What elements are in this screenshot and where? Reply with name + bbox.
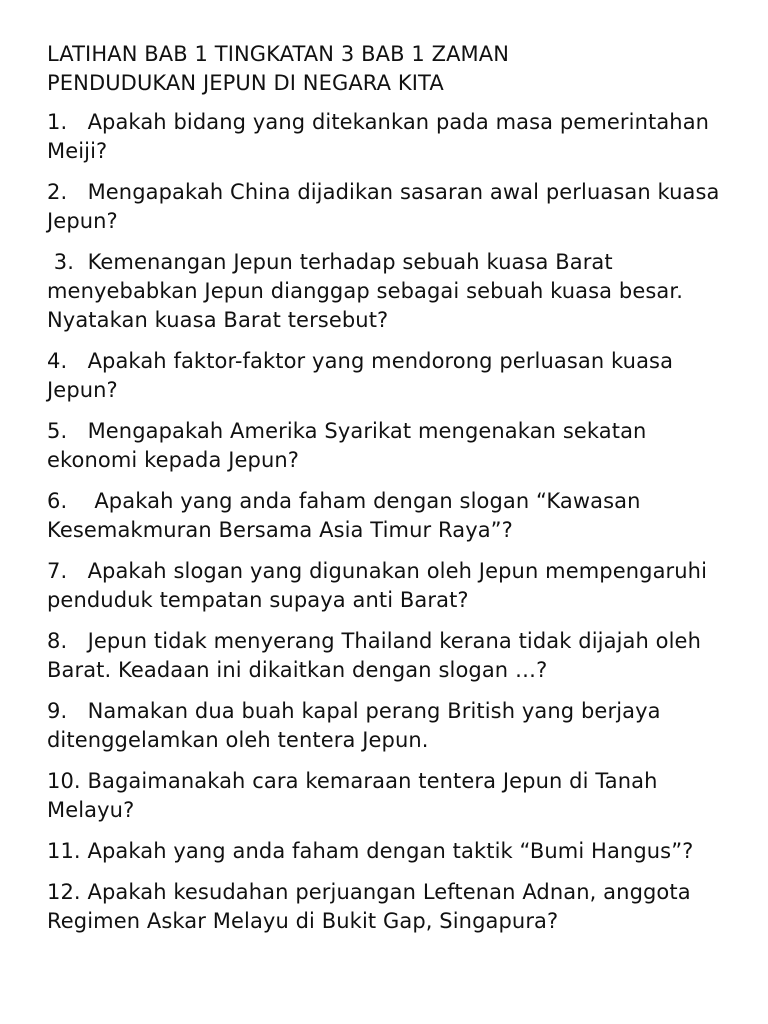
question-text: Apakah slogan yang digunakan oleh Jepun mempengaruhi penduduk tempatan supaya anti Barat? <box>47 559 708 612</box>
question-12 <box>47 878 737 936</box>
question-text: Bagaimanakah cara kemaraan tentera Jepun di Tanah Melayu? <box>47 769 658 822</box>
question-number: 8. <box>47 629 88 653</box>
question-6 <box>47 487 737 545</box>
question-number: 12. <box>47 880 88 904</box>
question-number: 6. <box>47 489 95 513</box>
question-text: Kemenangan Jepun terhadap sebuah kuasa Barat menyebabkan Jepun dianggap sebagai sebuah kuasa besar. Nyatakan kuasa Barat tersebut? <box>47 250 683 332</box>
question-11 <box>47 837 737 866</box>
question-number: 5. <box>47 419 88 443</box>
question-4 <box>47 347 737 405</box>
question-text: Jepun tidak menyerang Thailand kerana tidak dijajah oleh Barat. Keadaan ini dikaitkan dengan slogan …? <box>47 629 701 682</box>
question-2 <box>47 178 737 236</box>
question-number: 11. <box>47 839 88 863</box>
question-number: 7. <box>47 559 88 583</box>
question-5 <box>47 417 737 475</box>
question-number: 9. <box>47 699 88 723</box>
question-text: Apakah kesudahan perjuangan Leftenan Adnan, anggota Regimen Askar Melayu di Bukit Gap, Singapura? <box>47 880 691 933</box>
question-text: Mengapakah China dijadikan sasaran awal perluasan kuasa Jepun? <box>47 180 720 233</box>
question-text: Apakah yang anda faham dengan slogan “Kawasan Kesemakmuran Bersama Asia Timur Raya”? <box>47 489 641 542</box>
document-title <box>47 40 737 98</box>
question-text: Apakah yang anda faham dengan taktik “Bumi Hangus”? <box>87 839 694 863</box>
title-line-1: LATIHAN BAB 1 TINGKATAN 3 BAB 1 ZAMAN <box>47 42 510 66</box>
question-number: 3. <box>47 250 88 274</box>
question-number: 2. <box>47 180 88 204</box>
question-number: 4. <box>47 349 88 373</box>
question-number: 10. <box>47 769 88 793</box>
document-page <box>47 40 737 948</box>
title-line-2: PENDUDUKAN JEPUN DI NEGARA KITA <box>47 71 444 95</box>
question-text: Apakah bidang yang ditekankan pada masa pemerintahan Meiji? <box>47 110 710 163</box>
question-3 <box>47 248 737 335</box>
question-7 <box>47 557 737 615</box>
question-9 <box>47 697 737 755</box>
question-number: 1. <box>47 110 88 134</box>
question-8 <box>47 627 737 685</box>
question-1 <box>47 108 737 166</box>
question-text: Apakah faktor-faktor yang mendorong perluasan kuasa Jepun? <box>47 349 674 402</box>
question-10 <box>47 767 737 825</box>
question-text: Namakan dua buah kapal perang British yang berjaya ditenggelamkan oleh tentera Jepun. <box>47 699 661 752</box>
question-text: Mengapakah Amerika Syarikat mengenakan sekatan ekonomi kepada Jepun? <box>47 419 647 472</box>
